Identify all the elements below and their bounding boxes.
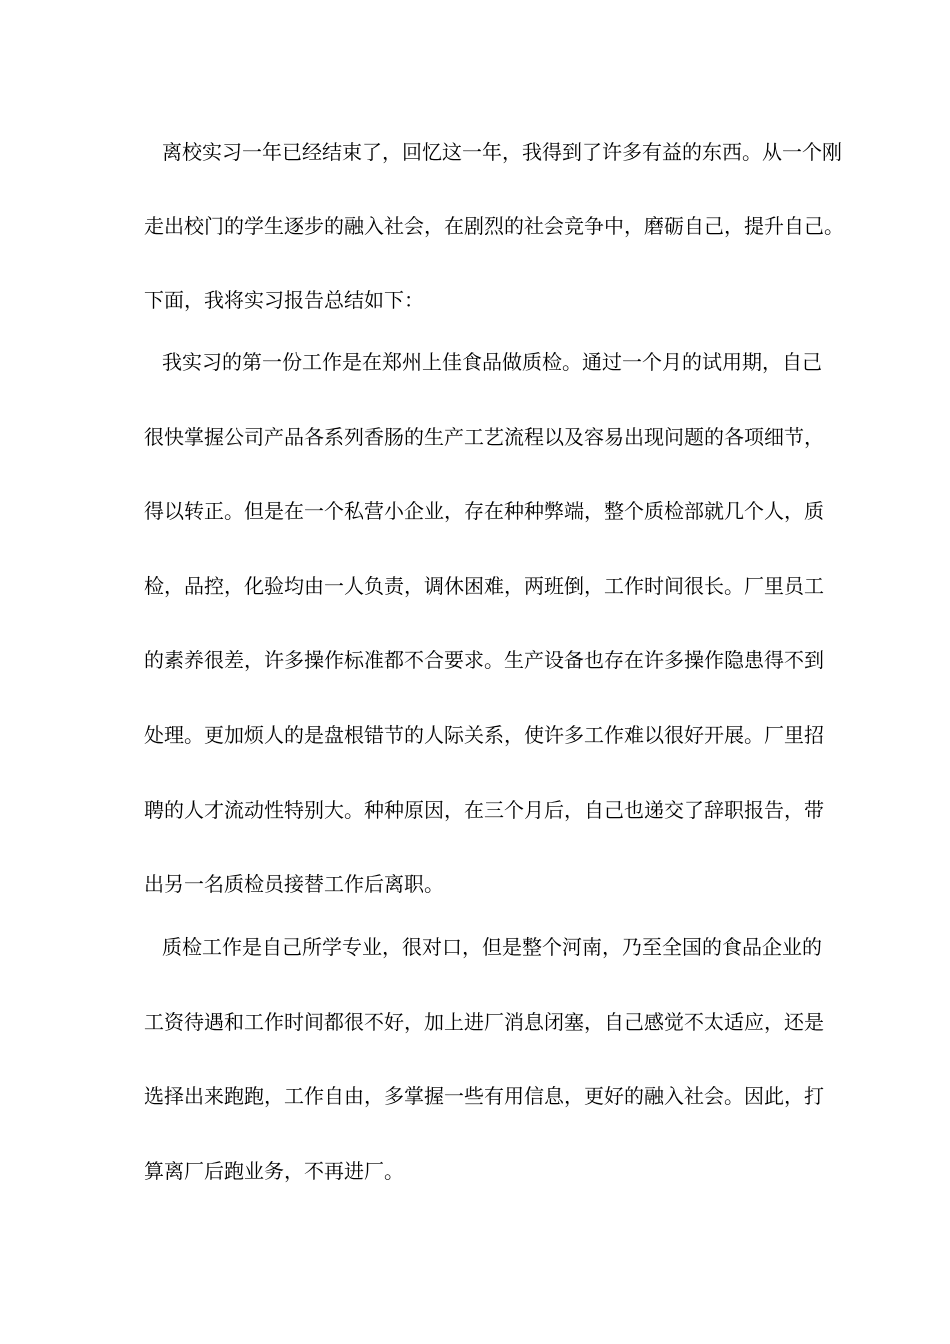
paragraph-2-line-8: 出另一名质检员接替工作后离职。 [144, 872, 444, 896]
paragraph-2-line-6: 处理。更加烦人的是盘根错节的人际关系，使许多工作难以很好开展。厂里招 [144, 723, 824, 747]
paragraph-2-line-7: 聘的人才流动性特别大。种种原因，在三个月后，自己也递交了辞职报告，带 [144, 798, 824, 822]
paragraph-1-line-3: 下面，我将实习报告总结如下： [144, 288, 424, 312]
paragraph-3-line-4: 算离厂后跑业务，不再进厂。 [144, 1159, 404, 1183]
paragraph-1-line-2: 走出校门的学生逐步的融入社会，在剧烈的社会竞争中，磨砺自己，提升自己。 [144, 214, 844, 238]
paragraph-2-line-3: 得以转正。但是在一个私营小企业，存在种种弊端，整个质检部就几个人，质 [144, 499, 824, 523]
paragraph-1-line-1: 离校实习一年已经结束了，回忆这一年，我得到了许多有益的东西。从一个刚 [162, 140, 842, 164]
paragraph-2-line-5: 的素养很差，许多操作标准都不合要求。生产设备也存在许多操作隐患得不到 [144, 648, 824, 672]
paragraph-2-line-4: 检，品控，化验均由一人负责，调休困难，两班倒，工作时间很长。厂里员工 [144, 574, 824, 598]
paragraph-2-line-2: 很快掌握公司产品各系列香肠的生产工艺流程以及容易出现问题的各项细节， [144, 425, 824, 449]
paragraph-3-line-1: 质检工作是自己所学专业，很对口，但是整个河南，乃至全国的食品企业的 [162, 935, 822, 959]
paragraph-3-line-3: 选择出来跑跑，工作自由，多掌握一些有用信息，更好的融入社会。因此，打 [144, 1084, 824, 1108]
paragraph-3-line-2: 工资待遇和工作时间都很不好，加上进厂消息闭塞，自己感觉不太适应，还是 [144, 1010, 824, 1034]
paragraph-2-line-1: 我实习的第一份工作是在郑州上佳食品做质检。通过一个月的试用期，自己 [162, 350, 822, 374]
